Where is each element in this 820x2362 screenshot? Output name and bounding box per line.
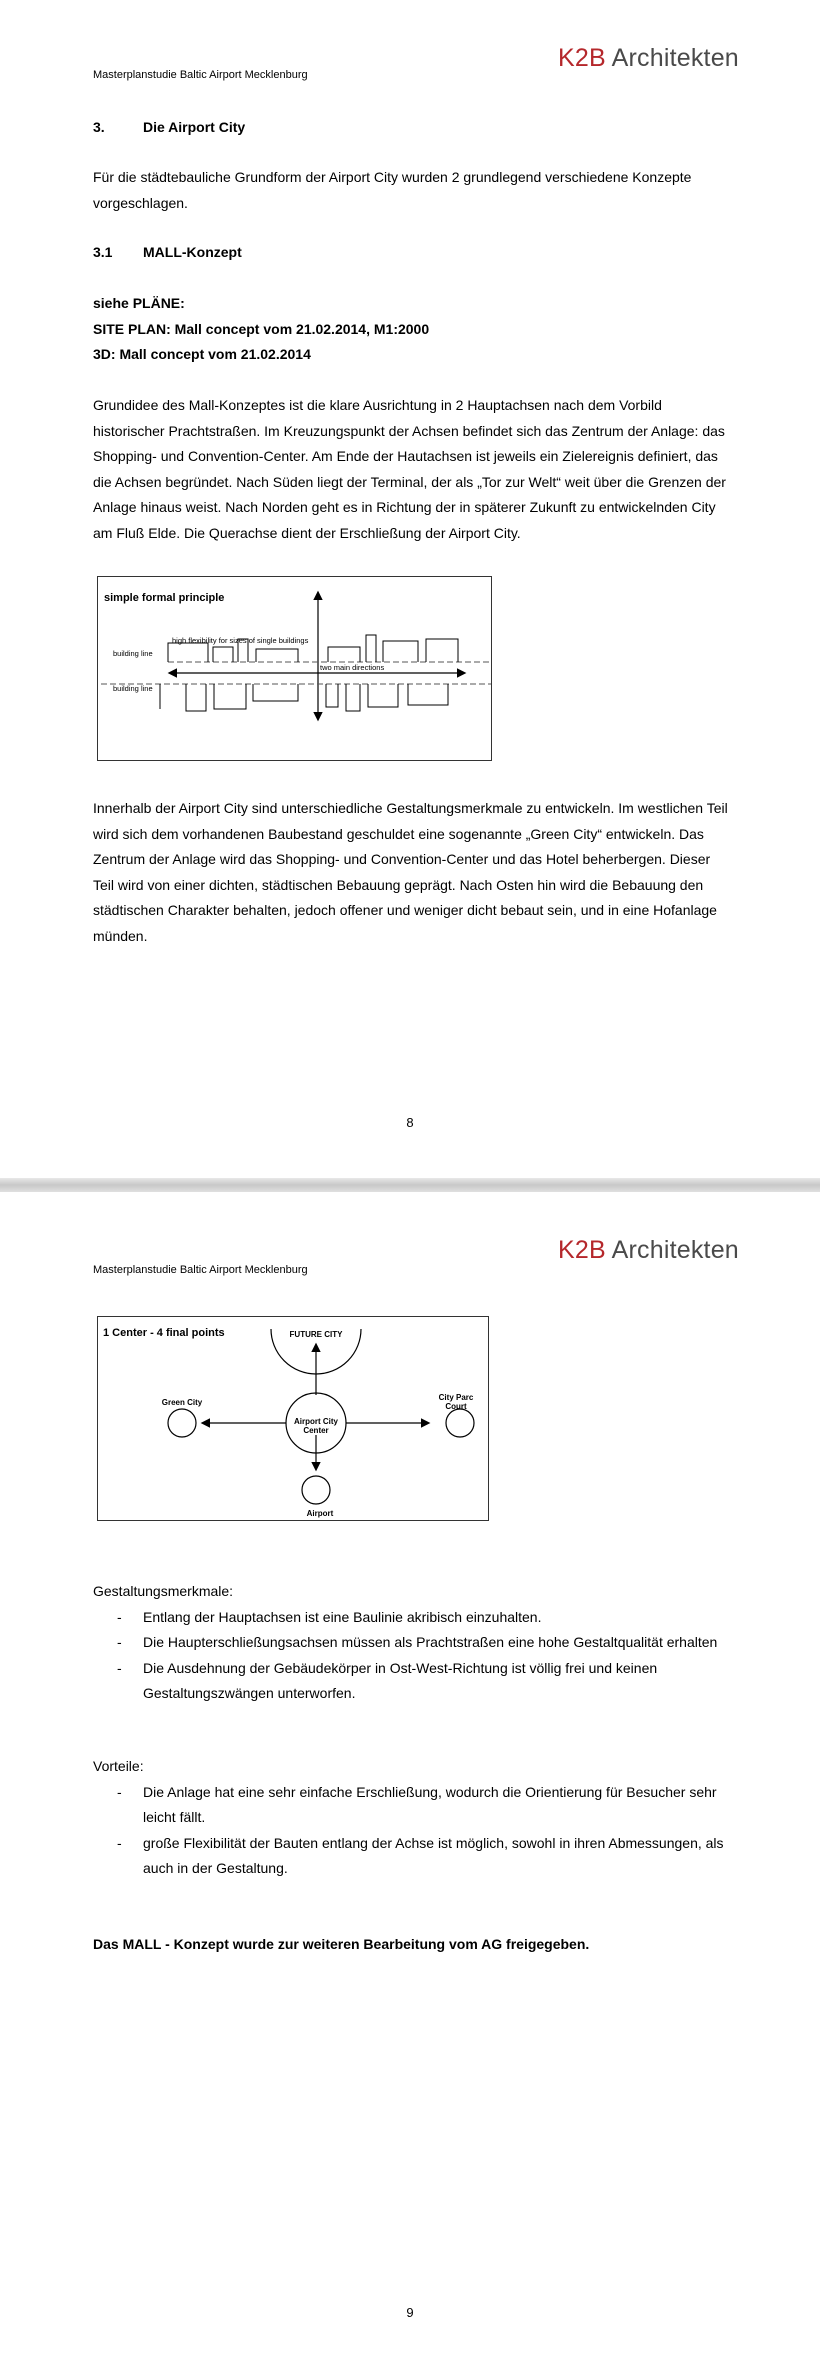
advantage-item xyxy=(93,1831,733,1882)
list-dash: - xyxy=(117,1659,122,1676)
feature-text: Entlang der Hauptachsen ist eine Baulinie akribisch einzuhalten. xyxy=(143,1608,542,1625)
feature-text: Die Ausdehnung der Gebäudekörper in Ost-West-Richtung ist völlig frei und keinen Gestaltungszwängen unterworfen. xyxy=(143,1659,658,1701)
k2b-logo xyxy=(558,1236,739,1265)
intro-paragraph: Für die städtebauliche Grundform der Airport City wurden 2 grundlegend verschiedene Konzepte vorgeschlagen. xyxy=(93,169,692,211)
logo-k2b-text: K2B xyxy=(558,44,606,72)
section-title: Die Airport City xyxy=(143,119,246,135)
main-directions-label: two main directions xyxy=(320,663,385,672)
airport-label: Airport xyxy=(306,1509,334,1518)
diagram-title: simple formal principle xyxy=(104,592,225,604)
city-parc-court-circle xyxy=(446,1409,474,1437)
document-page-8 xyxy=(0,0,820,1178)
future-city-label: FUTURE CITY xyxy=(289,1330,343,1339)
building-line-label-bottom: building line xyxy=(113,684,153,693)
k2b-logo xyxy=(558,44,739,73)
advantage-item xyxy=(93,1780,733,1831)
section-3-1-heading xyxy=(93,244,242,260)
plans-line: 3D: Mall concept vom 21.02.2014 xyxy=(93,346,311,362)
green-city-circle xyxy=(168,1409,196,1437)
mall-concept-paragraph: Grundidee des Mall-Konzeptes ist die klare Ausrichtung in 2 Hauptachsen nach dem Vorbild historischer Prachtstraßen. Im Kreuzungspunkt der Achsen befindet sich das Zentrum der Anlage: das Shopping- und Convention-Center. Am Ende der Hautachsen ist jeweils ein Zielereignis definiert, das die Achsen begründet. Nach Süden liegt der Terminal, der als „Tor zur Welt“ weit über die Grenzen der Anlage hinaus weist. Nach Norden geht es in Richtung der in späterer Zukunft zu entwickelnden City am Fluß Elde. Die Querachse dient der Erschließung der Airport City. xyxy=(93,397,726,541)
list-dash: - xyxy=(117,1783,122,1800)
advantage-text: Die Anlage hat eine sehr einfache Erschließung, wodurch die Orientierung für Besucher sehr leicht fällt. xyxy=(143,1783,717,1825)
list-dash: - xyxy=(117,1634,122,1650)
document-page-9 xyxy=(0,1192,820,2362)
city-parc-label-line1: City Parc xyxy=(438,1393,474,1402)
document-header-title: Masterplanstudie Baltic Airport Mecklenburg xyxy=(93,69,308,81)
city-parc-label-line2: Court xyxy=(445,1402,467,1411)
section-number: 3. xyxy=(93,119,105,135)
airport-circle xyxy=(302,1476,330,1504)
feature-text: Die Haupterschließungsachsen müssen als Prachtstraßen eine hohe Gestaltqualität erhalten xyxy=(143,1634,718,1650)
list-dash: - xyxy=(117,1834,122,1851)
building-line-label-top: building line xyxy=(113,649,153,658)
plans-reference xyxy=(93,291,733,368)
flexibility-label: high flexibility for sizes of single buildings xyxy=(172,636,309,645)
conclusion-statement: Das MALL - Konzept wurde zur weiteren Bearbeitung vom AG freigegeben. xyxy=(93,1936,590,1952)
logo-architekten-text: Architekten xyxy=(611,44,739,72)
green-city-label: Green City xyxy=(161,1398,203,1407)
advantage-text: große Flexibilität der Bauten entlang der Achse ist möglich, sowohl in ihren Abmessungen, als auch in der Gestaltung. xyxy=(143,1834,724,1876)
logo-k2b-text: K2B xyxy=(558,1236,606,1264)
features-heading: Gestaltungsmerkmale: xyxy=(93,1583,234,1599)
advantages-section xyxy=(93,1754,733,1882)
center-final-points-diagram xyxy=(97,1316,489,1521)
feature-item xyxy=(93,1656,733,1707)
page-number: 9 xyxy=(406,2305,414,2320)
list-dash: - xyxy=(117,1608,122,1625)
section-3-heading xyxy=(93,119,245,135)
bottom-building-outlines xyxy=(160,684,448,711)
center-label-line1: Airport City xyxy=(294,1417,338,1426)
center-diagram-svg xyxy=(98,1317,488,1520)
section-title: MALL-Konzept xyxy=(143,244,242,260)
plans-line: SITE PLAN: Mall concept vom 21.02.2014, M1:2000 xyxy=(93,320,430,337)
logo-architekten-text: Architekten xyxy=(611,1236,739,1264)
page-separator xyxy=(0,1178,820,1192)
document-header-title: Masterplanstudie Baltic Airport Mecklenburg xyxy=(93,1264,308,1276)
center-label-line2: Center xyxy=(303,1426,329,1435)
plans-line: siehe PLÄNE: xyxy=(93,295,185,311)
feature-item xyxy=(93,1630,733,1656)
design-features-paragraph: Innerhalb der Airport City sind unterschiedliche Gestaltungsmerkmale zu entwickeln. Im westlichen Teil wird sich dem vorhandenen Baubestand geschuldet eine sogenannte „Green City“ entwickeln. Das Zentrum der Anlage wird das Shopping- und Convention-Center und das Hotel beherbergen. Dieser Teil wird von einer dichten, städtischen Bebauung geprägt. Nach Osten hin wird die Bebauung den städtischen Charakter behalten, jedoch offener und weniger dicht bebaut sein, und in eine Hofanlage münden. xyxy=(93,800,728,944)
advantages-heading: Vorteile: xyxy=(93,1758,144,1774)
diagram-title: 1 Center - 4 final points xyxy=(103,1327,225,1339)
section-number: 3.1 xyxy=(93,244,113,260)
formal-principle-svg xyxy=(98,577,491,760)
page-number: 8 xyxy=(406,1115,414,1130)
simple-formal-principle-diagram xyxy=(97,576,492,761)
feature-item xyxy=(93,1605,733,1631)
design-features-section xyxy=(93,1579,733,1707)
